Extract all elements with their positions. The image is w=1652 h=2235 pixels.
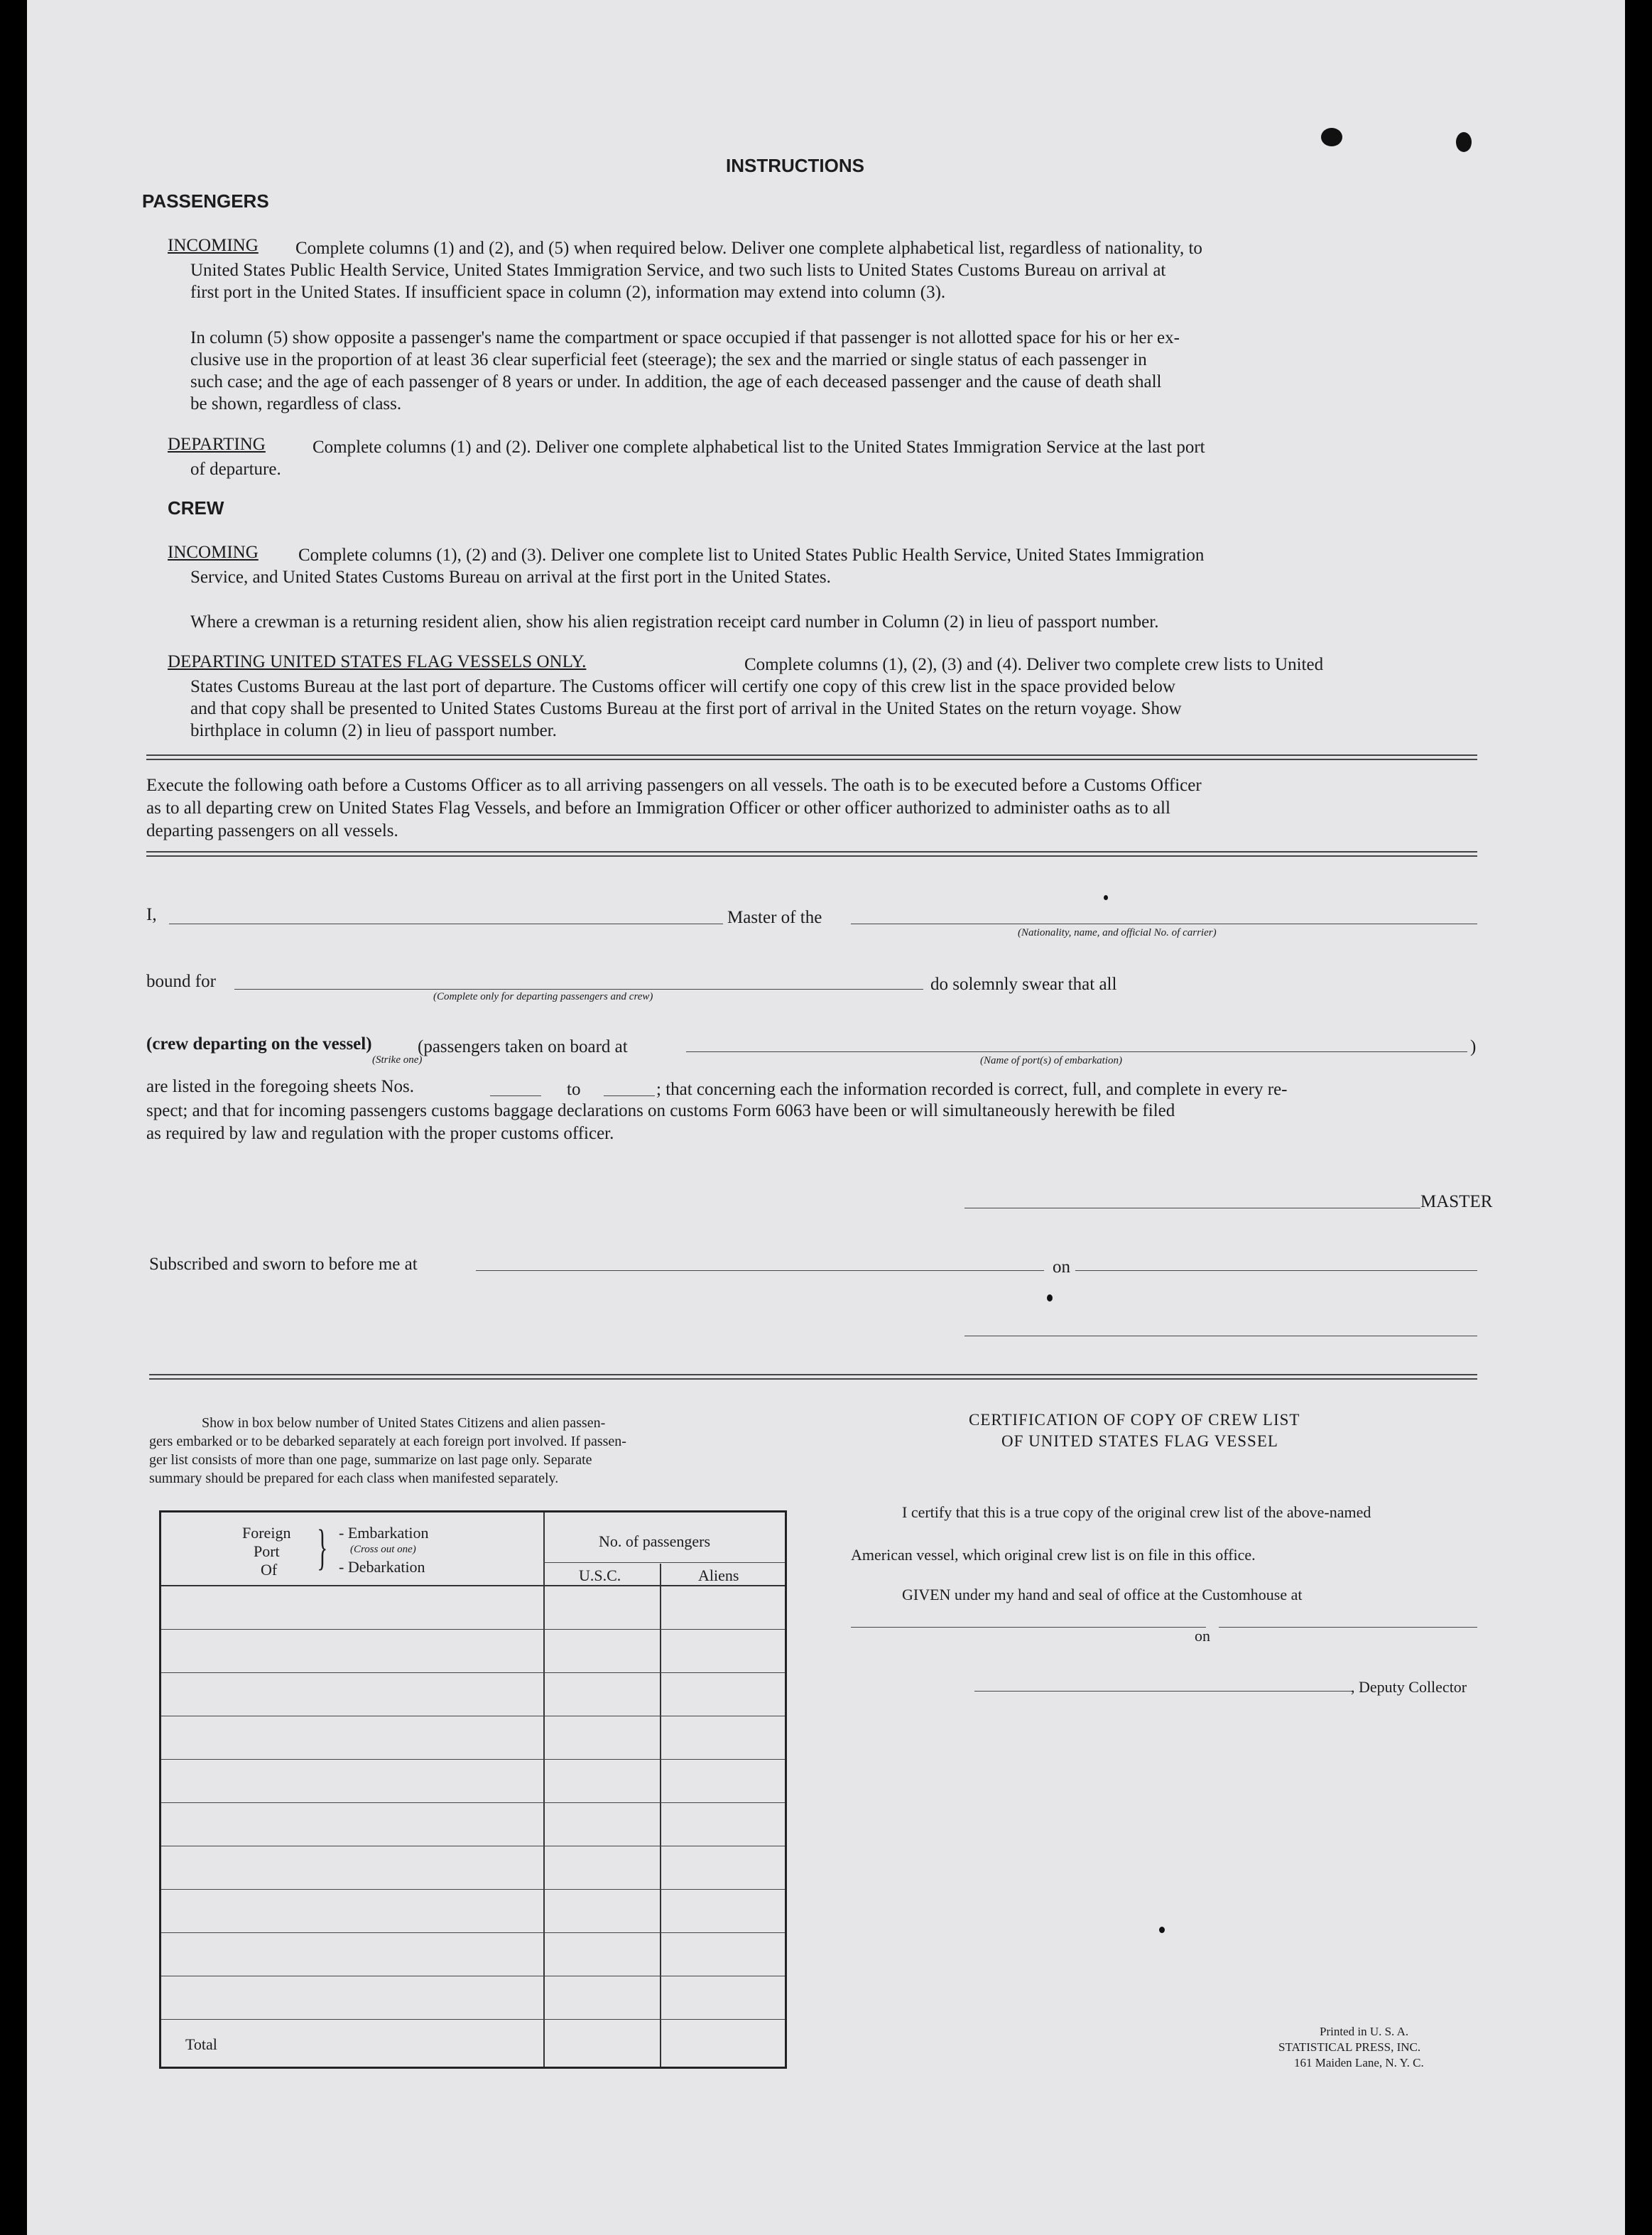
ink-speck xyxy=(1104,895,1108,900)
summary-note-line-3: ger list consists of more than one page, summarize on last page only. Separate xyxy=(149,1452,592,1468)
debarkation-label[interactable]: - Debarkation xyxy=(339,1558,425,1576)
subscribed-date-field[interactable] xyxy=(1075,1270,1477,1271)
column5-line-1: In column (5) show opposite a passenger's name the compartment or space occupied if that passenger is not allotted space for his or her ex- xyxy=(190,328,1180,347)
crew-incoming-line-1: Complete columns (1), (2) and (3). Deliver one complete list to United States Public Health Service, United States Immigration xyxy=(298,546,1205,565)
departing-line-2: of departure. xyxy=(190,460,281,479)
oath-intro-line-3: departing passengers on all vessels. xyxy=(146,821,398,840)
passengers-taken-option[interactable]: (passengers taken on board at xyxy=(418,1037,628,1056)
of-label: Of xyxy=(261,1561,278,1579)
nationality-caption: (Nationality, name, and official No. of carrier) xyxy=(1018,927,1217,938)
table-col-divider-2 xyxy=(660,1564,661,2067)
section-divider-1 xyxy=(146,754,1477,760)
swear-text: do solemnly swear that all xyxy=(930,975,1117,994)
punch-hole-left xyxy=(1321,128,1342,146)
imprint-line-1: Printed in U. S. A. xyxy=(1320,2025,1409,2038)
incoming-line-3: first port in the United States. If insufficient space in column (2), information may extend into column (3). xyxy=(190,283,946,302)
table-row[interactable] xyxy=(161,1672,785,1673)
table-row[interactable] xyxy=(161,1889,785,1890)
aliens-header: Aliens xyxy=(698,1566,739,1584)
flag-label: DEPARTING UNITED STATES FLAG VESSELS ONLY. xyxy=(168,652,587,671)
table-row[interactable] xyxy=(161,2019,785,2020)
close-paren: ) xyxy=(1470,1037,1477,1056)
embarkation-label[interactable]: - Embarkation xyxy=(339,1524,429,1542)
deputy-collector-label: , Deputy Collector xyxy=(1351,1678,1467,1696)
foreign-label: Foreign xyxy=(242,1524,291,1542)
subscribed-label: Subscribed and sworn to before me at xyxy=(149,1255,418,1274)
cert-certify-line-1: I certify that this is a true copy of the original crew list of the above-named xyxy=(902,1503,1371,1521)
deputy-signature-field[interactable] xyxy=(974,1691,1354,1692)
summary-note-line-1: Show in box below number of United States Citizens and alien passen- xyxy=(202,1415,606,1431)
table-row[interactable] xyxy=(161,1629,785,1630)
crew-incoming-line-2: Service, and United States Customs Bureau on arrival at the first port in the United States. xyxy=(190,568,831,587)
table-col-divider-1 xyxy=(543,1512,545,2067)
imprint-line-2: STATISTICAL PRESS, INC. xyxy=(1278,2040,1421,2054)
subscribed-on-label: on xyxy=(1053,1257,1070,1277)
header-bottom xyxy=(161,1585,785,1586)
embarkation-port-field[interactable] xyxy=(686,1051,1467,1052)
departing-line-1: Complete columns (1) and (2). Deliver one complete alphabetical list to the United States Immigration Service at the last port xyxy=(313,438,1205,457)
passenger-summary-table xyxy=(159,1510,787,2069)
form-page xyxy=(27,0,1625,2235)
port-caption: (Name of port(s) of embarkation) xyxy=(980,1055,1122,1066)
sheet-to-field[interactable] xyxy=(604,1095,655,1096)
flag-line-3: and that copy shall be presented to United States Customs Bureau at the first port of arrival in the United States on the return voyage. Show xyxy=(190,699,1182,718)
crew-resident-line: Where a crewman is a returning resident alien, show his alien registration receipt card number in Column (2) in lieu of passport number. xyxy=(190,612,1159,632)
crew-incoming-label: INCOMING xyxy=(168,543,259,562)
flag-line-4: birthplace in column (2) in lieu of passport number. xyxy=(190,721,557,740)
port-label: Port xyxy=(254,1542,280,1560)
cert-date-field[interactable] xyxy=(1219,1627,1477,1628)
passengers-heading: PASSENGERS xyxy=(142,190,269,212)
summary-note-line-2: gers embarked or to be debarked separately at each foreign port involved. If passen- xyxy=(149,1434,626,1449)
punch-hole-right xyxy=(1456,132,1472,152)
oath-i-label: I, xyxy=(146,905,157,924)
strike-one-caption: (Strike one) xyxy=(372,1054,423,1066)
no-of-passengers-header: No. of passengers xyxy=(599,1532,711,1550)
crew-heading: CREW xyxy=(168,497,224,519)
usc-header: U.S.C. xyxy=(579,1566,621,1584)
bound-for-caption: (Complete only for departing passengers and crew) xyxy=(433,991,653,1002)
table-row[interactable] xyxy=(161,1802,785,1803)
sheets-line-2: spect; and that for incoming passengers customs baggage declarations on customs Form 6063 have been or will simultaneously herewith be filed xyxy=(146,1101,1175,1120)
crew-departing-option[interactable]: (crew departing on the vessel) xyxy=(146,1034,372,1054)
bound-for-label: bound for xyxy=(146,972,216,991)
cert-title-line-1: CERTIFICATION OF COPY OF CREW LIST xyxy=(969,1411,1300,1429)
imprint-line-3: 161 Maiden Lane, N. Y. C. xyxy=(1294,2056,1424,2069)
sheets-label: are listed in the foregoing sheets Nos. xyxy=(146,1077,414,1096)
section-divider-2 xyxy=(146,851,1477,857)
flag-line-2: States Customs Bureau at the last port of departure. The Customs officer will certify one copy of this crew list in the space provided below xyxy=(190,677,1175,696)
flag-line-1: Complete columns (1), (2), (3) and (4). Deliver two complete crew lists to United xyxy=(744,655,1324,674)
column5-line-2: clusive use in the proportion of at least 36 clear superficial feet (steerage); the sex and the married or single status of each passenger in xyxy=(190,350,1147,369)
cert-given-line: GIVEN under my hand and seal of office at the Customhouse at xyxy=(902,1586,1303,1603)
summary-note-line-4: summary should be prepared for each class when manifested separately. xyxy=(149,1471,559,1486)
cert-title-line-2: OF UNITED STATES FLAG VESSEL xyxy=(1001,1432,1278,1450)
cross-out-caption: (Cross out one) xyxy=(350,1544,416,1555)
table-row[interactable] xyxy=(161,1759,785,1760)
sheet-from-field[interactable] xyxy=(490,1095,541,1096)
bound-for-field[interactable] xyxy=(234,989,923,990)
oath-intro-line-2: as to all departing crew on United States Flag Vessels, and before an Immigration Officer or other officer authorized to administer oaths as to all xyxy=(146,799,1170,818)
sheets-line-3: as required by law and regulation with the proper customs officer. xyxy=(146,1124,614,1143)
cert-place-field[interactable] xyxy=(851,1627,1206,1628)
ink-speck xyxy=(1159,1927,1165,1933)
incoming-label: INCOMING xyxy=(168,236,259,255)
oath-intro-line-1: Execute the following oath before a Customs Officer as to all arriving passengers on all vessels. The oath is to be executed before a Customs Officer xyxy=(146,776,1202,795)
ink-speck xyxy=(1047,1294,1053,1302)
brace: } xyxy=(317,1520,328,1575)
master-of-label: Master of the xyxy=(727,908,822,927)
cert-certify-line-2: American vessel, which original crew list is on file in this office. xyxy=(851,1546,1256,1564)
total-label: Total xyxy=(185,2035,217,2053)
master-label: MASTER xyxy=(1420,1192,1493,1211)
sheets-to-label: to xyxy=(567,1080,581,1099)
column5-line-4: be shown, regardless of class. xyxy=(190,394,402,413)
column5-line-3: such case; and the age of each passenger of 8 years or under. In addition, the age of each deceased passenger and the cause of death shall xyxy=(190,372,1162,391)
table-row[interactable] xyxy=(161,1932,785,1933)
sheets-text-b: ; that concerning each the information recorded is correct, full, and complete in every re- xyxy=(656,1080,1288,1099)
departing-label: DEPARTING xyxy=(168,435,266,454)
cert-on-label: on xyxy=(1195,1627,1210,1645)
section-divider-3 xyxy=(149,1374,1477,1380)
incoming-line-1: Complete columns (1) and (2), and (5) when required below. Deliver one complete alphabetical list, regardless of nationality, to xyxy=(295,239,1202,258)
instructions-title: INSTRUCTIONS xyxy=(726,155,864,176)
subscribed-place-field[interactable] xyxy=(476,1270,1044,1271)
header-subdivider xyxy=(543,1562,785,1563)
incoming-line-2: United States Public Health Service, United States Immigration Service, and two such lists to United States Customs Bureau on arrival at xyxy=(190,261,1166,280)
